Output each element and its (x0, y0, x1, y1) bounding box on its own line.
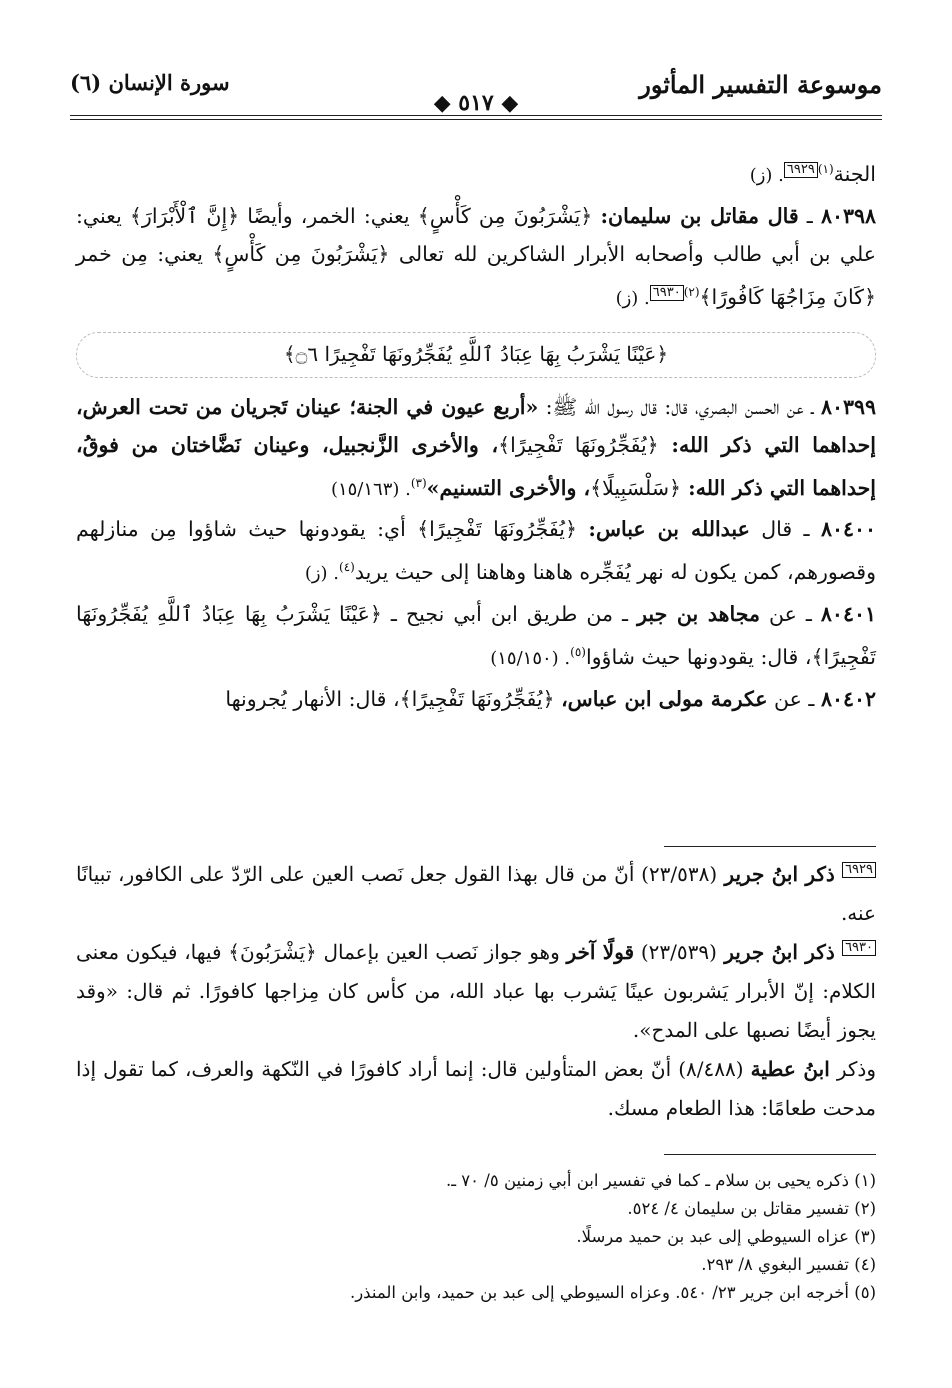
quran-quote: ﴿يَشْرَبُونَ مِن كَأْسٍ﴾ (417, 203, 601, 228)
hadith-text: «أربع عيون في الجنة؛ عينان تَجريان من تحت العرش، إحداهما التي ذكر الله: (76, 394, 876, 457)
text: وهو جواز نَصب العين بإعمال (316, 940, 567, 964)
speaker: مجاهد بن جبر (637, 602, 760, 627)
text: ، قال: يقودونها حيث شاؤوا (585, 645, 812, 670)
commentary-6930 (76, 933, 876, 1050)
quran-quote: ﴿إِنَّ ٱلْأَبْرَارَ﴾ (129, 203, 240, 228)
quran-quote: ﴿يُفَجِّرُونَهَا تَفْجِيرًا﴾ (498, 432, 659, 457)
commentary-section (76, 855, 876, 1128)
page-number: ◆ ٥١٧ ◆ (433, 90, 519, 116)
text: يعني: مِن خمر (76, 241, 213, 266)
athar-80398 (76, 197, 876, 318)
page-header (70, 70, 882, 116)
text: (٨/٤٨٨) أنّ بعض المتأولين قال: إنما أراد كافورًا في النّكهة والعرف، كما تقول إذا مدحت طعامًا: هذا الطعام مسك. (76, 1057, 876, 1120)
text: ـ من طريق ابن أبي نجيح ـ (381, 602, 638, 627)
footnote-ref: (٣) (410, 475, 427, 490)
verse-banner (76, 332, 876, 378)
paragraph-continuation (76, 150, 876, 195)
source-tag: . (١٥/١٦٣) (330, 478, 411, 500)
speaker: عكرمة مولى ابن عباس، (561, 687, 768, 712)
quran-quote: ﴿يَشْرَبُونَ﴾ (228, 940, 317, 964)
athar-80399 (76, 388, 876, 509)
header-rule (70, 115, 882, 116)
text: (٢٣/٥٣٨) أنّ من قال بهذا القول جعل نَصب العين على الرّدّ على الكافور، تبيانًا عنه. (76, 862, 876, 925)
quran-quote: ﴿كَانَ مِزَاجُهَا كَافُورًا﴾ (699, 284, 876, 309)
footnote-ref: (٥) (570, 645, 586, 660)
athar-number: ٨٠٣٩٩ (820, 394, 876, 419)
speaker: عبدالله بن عباس: (588, 517, 750, 542)
footnote: (٥) أخرجه ابن جرير ٢٣/ ٥٤٠. وعزاه السيوطي إلى عبد بن حميد، وابن المنذر. (349, 1283, 876, 1302)
text: الجنة (833, 161, 876, 186)
athar-number: ٨٠٤٠١ (820, 602, 876, 627)
athar-number: ٨٠٤٠٠ (820, 517, 877, 542)
text: ـ قال (749, 517, 821, 542)
speaker: قال مقاتل بن سليمان: (600, 203, 799, 228)
commentary-ref: ٦٩٣٠ (650, 285, 684, 301)
text: فيها، فيكون معنى الكلام: إنّ الأبرار يَشربون عينًا يَشرب بها عباد الله، من كأس كان مِزاجها كافورًا. ثم قال: «وقد يجوز أيضًا نصبها على المدح». (76, 940, 876, 1042)
verse-text: ﴿عَيْنًا يَشْرَبُ بِهَا عِبَادُ ٱللَّهِ يُفَجِّرُونَهَا تَفْجِيرًا ۝٦﴾ (283, 341, 669, 366)
source-tag: . (ز) (615, 287, 650, 309)
source-tag: . (ز) (304, 563, 340, 585)
footnotes (76, 1167, 876, 1307)
text: ـ عن (767, 687, 821, 712)
athar-80400 (76, 510, 876, 593)
text: وذكر (829, 1057, 876, 1081)
footnote: (٣) عزاه السيوطي إلى عبد بن حميد مرسلًا. (576, 1227, 876, 1246)
quran-quote: ﴿عَيْنًا يَشْرَبُ بِهَا عِبَادُ ٱللَّهِ يُفَجِّرُونَهَا تَفْجِيرًا﴾ (76, 602, 876, 670)
athar-80401 (76, 595, 876, 678)
quran-quote: ﴿يُفَجِّرُونَهَا تَفْجِيرًا﴾ (399, 687, 562, 712)
scholar-name: ذكر ابنُ جرير (717, 862, 843, 886)
text: ـ (798, 203, 821, 228)
header-rule-2 (70, 119, 882, 120)
footnote-ref: (١) (817, 162, 834, 176)
commentary-6929 (76, 855, 876, 933)
text: ـ عن الحسن البصري، قال: قال رسول الله ﷺ: (538, 394, 821, 419)
footnote-ref: (٢) (683, 284, 700, 299)
source-tag: . (١٥/١٥٠) (490, 648, 571, 670)
athar-number: ٨٠٤٠٢ (820, 687, 876, 712)
book-title: موسوعة التفسير المأثور (639, 70, 882, 99)
footnote: (٤) تفسير البغوي ٨/ ٢٩٣. (701, 1255, 876, 1274)
commentary-ibn-atiyya (76, 1050, 876, 1128)
commentary-number: ٦٩٢٩ (842, 862, 876, 878)
footnote: (٢) تفسير مقاتل بن سليمان ٤/ ٥٢٤. (627, 1199, 876, 1218)
text: يعني: الخمر، وأيضًا (239, 203, 418, 228)
scholar-name: ذكر ابنُ جرير (716, 940, 843, 964)
footnote: (١) ذكره يحيى بن سلام ـ كما في تفسير ابن أبي زمنين ٥/ ٧٠ ـ. (445, 1171, 876, 1190)
athar-number: ٨٠٣٩٨ (820, 203, 877, 228)
quran-quote: ﴿يَشْرَبُونَ مِن كَأْسٍ﴾ (212, 241, 390, 266)
text: أي: يقودونها حيث شاؤوا مِن منازلهم وقصورهم، كمن يكون له نهر يُفَجِّره هاهنا وهاهنا إلى حيث يريد (76, 517, 876, 585)
hadith-text: ، والأخرى التسنيم» (426, 475, 591, 500)
surah-title: سورة الإنسان (٦) (70, 70, 230, 95)
text: (٢٣/٥٣٩) (634, 940, 717, 964)
footnote-separator (664, 1154, 876, 1155)
quran-quote: ﴿يُفَجِّرُونَهَا تَفْجِيرًا﴾ (417, 517, 589, 542)
text: ـ عن (759, 602, 821, 627)
text: يعني: علي بن أبي طالب وأصحابه الأبرار الشاكرين لله تعالى (76, 203, 876, 266)
page-number-value: ٥١٧ (458, 90, 494, 116)
hadith-text: ، والأخرى الزَّنجبيل، وعينان نَضَّاختان من فوقُ، إحداهما التي ذكر الله: (76, 432, 876, 500)
commentary-separator (664, 846, 876, 847)
text: ، قال: الأنهار يُجرونها (225, 687, 400, 712)
commentary-ref: ٦٩٢٩ (784, 162, 818, 178)
source-tag: . (ز) (749, 164, 784, 186)
quran-quote: ﴿سَلْسَبِيلًا﴾ (590, 475, 682, 500)
commentary-number: ٦٩٣٠ (842, 940, 876, 956)
scholar-name: ابنُ عطية (750, 1057, 830, 1081)
main-text (76, 150, 876, 720)
athar-80402 (76, 680, 876, 718)
footnote-ref: (٤) (339, 560, 355, 575)
emphasis: قولًا آخر (566, 940, 635, 964)
